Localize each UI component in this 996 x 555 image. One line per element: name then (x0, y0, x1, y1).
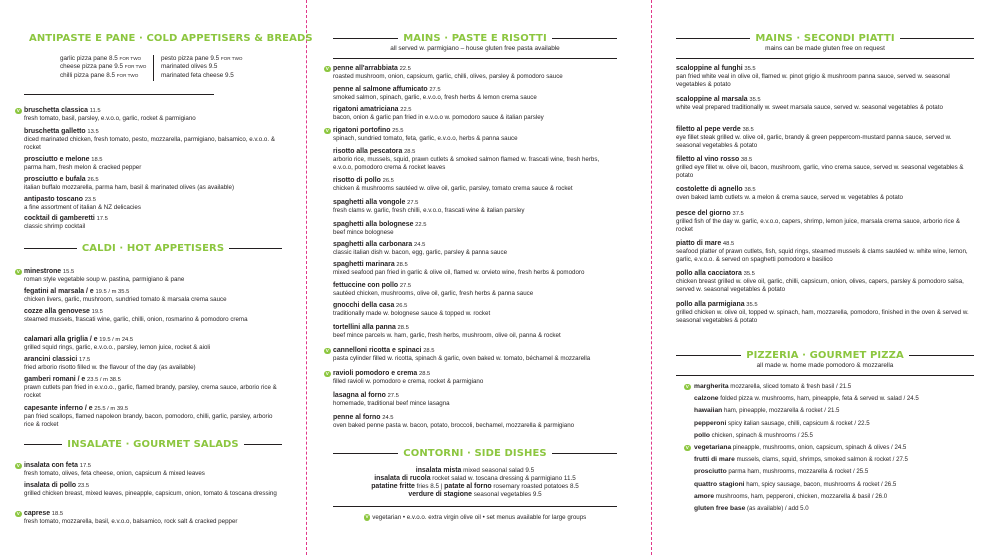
menu-item (333, 148, 617, 171)
pizza-item (694, 493, 974, 500)
pizza-name: amore (694, 492, 715, 500)
menu-item-price: 38.5 (740, 157, 753, 163)
menu-item-name: pollo alla cacciatora (676, 270, 742, 277)
menu-item (676, 126, 974, 149)
menu-item-price: 22.5 (415, 222, 427, 228)
pizza-detail: parma ham, mushrooms, mozzarella & rocket / 25.5 (726, 468, 869, 476)
pizzeria-subtitle-rule (676, 375, 974, 376)
menu-item-description: classic italian dish w. bacon, egg, garlic, parsley & panna sauce (333, 249, 508, 257)
pizza-detail: ham, pineapple, mozzarella & rocket / 21.5 (722, 407, 840, 415)
menu-item-price: 18.5 (91, 157, 103, 163)
column-paste (325, 0, 617, 555)
vegetarian-icon: V (325, 347, 329, 353)
menu-item-name: piatto di mare (676, 240, 722, 247)
menu-item-description: seafood platter of prawn cutlets, fish, squid rings, steamed mussels & clams sautéed w. white wine, lemon, garlic, e.v.o.o. & served on spaghetti pomodoro e basilico (676, 248, 968, 263)
menu-item (676, 96, 974, 112)
section-header-secondi (676, 31, 974, 45)
menu-item (676, 210, 974, 233)
side-dish-name: verdure di stagione (408, 491, 472, 498)
menu-item (676, 156, 974, 179)
vegetarian-icon: V (685, 444, 689, 450)
menu-item-name: penne all'arrabbiata (333, 65, 398, 72)
menu-item-description: roasted mushroom, onion, capsicum, garlic, chilli, olives, parsley & pomodoro sauce (333, 73, 563, 81)
menu-item-description: chicken & mushrooms sautéed w. olive oil, garlic, parsley, tomato crema sauce & rocket (333, 185, 573, 193)
menu-item-name: filetto al vino rosso (676, 156, 740, 163)
breads-separator (153, 55, 154, 81)
menu-item-description: grilled fish of the day w. garlic, e.v.o.o, capers, shrimp, lemon juice, marsala crema sauce, arborio rice & rocket (676, 218, 960, 233)
contorni-bottom-rule (333, 506, 617, 507)
pizza-item (694, 456, 974, 463)
breads-bottom-rule (24, 94, 214, 95)
pizza-name: frutti di mare (694, 456, 735, 464)
menu-item-description: grilled chicken breast, mixed leaves, pineapple, capsicum, onion, tomato & toscana dressing (24, 490, 277, 498)
menu-item-price: 27.5 (429, 87, 441, 93)
pizza-detail: chicken, spinach & mushrooms / 25.5 (709, 431, 813, 439)
side-dish-detail: mixed seasonal salad 9.5 (461, 467, 535, 474)
pizza-name: prosciutto (694, 468, 727, 476)
menu-item-price: 26.5 (382, 178, 394, 184)
vegetarian-icon: V (685, 383, 689, 389)
menu-item-price: 17.5 (96, 216, 108, 222)
menu-item (333, 324, 617, 340)
menu-item-name: pollo alla parmigiana (676, 301, 745, 308)
section-title-contorni: CONTORNI · SIDE DISHES (403, 447, 547, 459)
side-dish-detail: fries 8.5 | (414, 483, 445, 490)
menu-item (24, 356, 282, 372)
section-header-contorni (333, 446, 617, 460)
menu-item (333, 302, 617, 318)
menu-item (333, 282, 617, 298)
menu-item-name: cocktail di gamberetti (24, 215, 95, 222)
menu-item (333, 199, 617, 215)
menu-item-description: white veal prepared traditionally w. sweet marsala sauce, served w. seasonal vegetables & potato (676, 104, 943, 112)
menu-item-name: spaghetti alla vongole (333, 199, 406, 206)
menu-item-name: penne al salmone affumicato (333, 86, 428, 93)
menu-item-description: prawn cutlets pan fried in e.v.o.o., garlic, flamed brandy, parsley, crema sauce, arborio rice & rocket (24, 384, 277, 399)
menu-item-name: calamari alla griglia / e (24, 336, 98, 343)
bread-item: pesto pizza pane 9.5 FOR TWO (161, 55, 243, 62)
pizza-name: quattro stagioni (694, 480, 745, 488)
menu-item-price: 17.5 (78, 357, 91, 363)
pizza-item (685, 383, 974, 390)
menu-item-price: 35.5 (743, 271, 755, 277)
menu-item-name: risotto alla pescatora (333, 148, 403, 155)
menu-item-name: caprese (24, 510, 51, 517)
section-header-pizzeria (676, 348, 974, 362)
menu-item-name: minestrone (24, 268, 62, 275)
menu-item-price: 19.5 (91, 309, 103, 315)
menu-item-description: bacon, onion & garlic pan fried in e.v.o.o w. pomodoro sauce & italian parsley (333, 114, 544, 122)
menu-item-description: beef mince bolognese (333, 229, 394, 237)
menu-item-name: fegatini al marsala / e (24, 288, 94, 295)
menu-footer (333, 514, 617, 521)
section-title-pizzeria: PIZZERIA · GOURMET PIZZA (746, 349, 904, 361)
menu-item (24, 176, 282, 192)
menu-item-description: chicken livers, garlic, mushroom, sundried tomato & marsala crema sauce (24, 296, 227, 304)
menu-item (333, 86, 617, 102)
menu-item-name: lasagna al forno (333, 392, 386, 399)
menu-item-price: 28.5 (404, 149, 416, 155)
side-dish-name: insalata mista (415, 467, 462, 474)
menu-item-description: pasta cylinder filled w. ricotta, spinach & garlic, oven baked w. tomato, béchamel & mozzarella (333, 355, 591, 363)
menu-item-price: 19.5 / m 24.5 (99, 337, 134, 343)
menu-item-description: oven baked penne pasta w. bacon, potato, broccoli, bechamel, mozzarella & parmigiano (333, 422, 575, 430)
menu-item (16, 462, 282, 478)
menu-item-description: beef mince parcels w. ham, garlic, fresh herbs, mushroom, olive oil, panna & rocket (333, 332, 561, 340)
menu-item-price: 23.5 / m 38.5 (87, 377, 121, 383)
menu-item-description: fried arborio risotto filled w. the flavour of the day (as available) (24, 364, 196, 372)
menu-item-description: spinach, sundried tomato, feta, garlic, e.v.o.o, herbs & panna sauce (333, 135, 518, 143)
menu-item (333, 261, 617, 277)
menu-item (325, 370, 617, 386)
menu-item-name: capesante inferno / e (24, 405, 93, 412)
menu-item (676, 301, 974, 324)
pizza-detail: (as available) / add 5.0 (745, 505, 809, 512)
menu-item-price: 24.5 (382, 415, 394, 421)
menu-item (676, 240, 974, 263)
menu-item (16, 107, 282, 123)
section-title-paste: MAINS · PASTE E RISOTTI (403, 32, 547, 44)
menu-item-name: scaloppine al marsala (676, 96, 748, 103)
menu-item-description: smoked salmon, spinach, garlic, e.v.o.o, fresh herbs & lemon crema sauce (333, 94, 537, 102)
menu-item-description: traditionally made w. bolognese sauce & topped w. rocket (333, 310, 491, 318)
menu-item-price: 27.5 (407, 200, 419, 206)
menu-item-description: fresh clams w. garlic, fresh chilli, e.v.o.o, frascati wine & italian parsley (333, 207, 525, 215)
menu-item-price: 48.5 (722, 241, 735, 247)
pizza-item (694, 505, 974, 512)
side-dish-line (333, 483, 617, 491)
menu-item-description: chicken breast grilled w. olive oil, garlic, chilli, capsicum, onion, olives, capers, parsley & pomodoro salsa, served w. seasonal vegetables & potato (676, 278, 964, 293)
menu-item-name: prosciutto e melone (24, 156, 90, 163)
menu-item-name: insalata con feta (24, 462, 78, 469)
column-divider-right (651, 0, 652, 555)
pizza-detail: mussels, clams, squid, shrimps, smoked salmon & rocket / 27.5 (734, 456, 908, 464)
pizza-item (685, 444, 974, 451)
menu-item-name: antipasto toscano (24, 196, 83, 203)
menu-item-description: italian buffalo mozzarella, parma ham, basil & marinated olives (as available) (24, 184, 235, 192)
menu-item-name: risotto di pollo (333, 177, 381, 184)
menu-item-price: 28.5 (418, 371, 431, 377)
vegetarian-icon: V (325, 370, 329, 376)
menu-item-name: costolette di agnello (676, 186, 743, 193)
menu-item-description: roman style vegetable soup w. pastina, parmigiano & pane (24, 276, 185, 284)
menu-item-price: 22.5 (399, 66, 411, 72)
section-header-antipaste (24, 31, 313, 45)
bread-item: chilli pizza pane 8.5 FOR TWO (60, 71, 139, 79)
menu-item (325, 65, 617, 81)
menu-item (325, 347, 617, 363)
menu-item (24, 336, 282, 352)
column-appetisers (16, 0, 313, 555)
menu-item (333, 392, 617, 408)
menu-item-description: pan fried scallops, flamed napoleon brandy, bacon, pomodoro, chilli, garlic, parsley, arborio rice & rocket (24, 413, 273, 428)
menu-item (24, 196, 282, 212)
menu-item-description: pan fried white veal in olive oil, flamed w. pinot grigio & mushroom panna sauce, served w. seasonal vegetables & potato (676, 73, 950, 88)
pizza-detail: ham, spicy sausage, bacon, mushrooms & rocket / 26.5 (744, 480, 897, 488)
menu-item-name: spaghetti marinara (333, 261, 395, 268)
menu-item-name: fettuccine con pollo (333, 282, 399, 289)
menu-item (676, 186, 974, 202)
paste-subtitle: all served w. parmigiano – house gluten free pasta available (390, 45, 560, 52)
pizza-detail: folded pizza w. mushrooms, ham, pineapple, feta & served w. salad / 24.5 (718, 395, 919, 403)
menu-item-description: grilled eye fillet w. olive oil, bacon, mushroom, garlic, vino crema sauce, served w. seasonal vegetables & potato (676, 164, 964, 179)
column-secondi (676, 0, 974, 555)
menu-item (676, 65, 974, 88)
menu-item-name: spaghetti alla carbonara (333, 241, 413, 248)
menu-item-name: insalata di pollo (24, 482, 77, 489)
menu-item (333, 106, 617, 122)
menu-item-description: classic shrimp cocktail (24, 223, 86, 231)
menu-item-name: spaghetti alla bolognese (333, 221, 414, 228)
menu-item (325, 127, 617, 143)
menu-item-description: fresh tomato, basil, parsley, e.v.o.o, garlic, rocket & parmigiano (24, 115, 196, 123)
pizzeria-subtitle: all made w. home made pomodoro & mozzarella (756, 362, 894, 369)
section-title-antipaste: ANTIPASTE E PANE · COLD APPETISERS & BREADS (29, 32, 313, 44)
menu-item (24, 288, 282, 304)
vegetarian-icon: V (16, 462, 20, 468)
bread-item: marinated olives 9.5 (161, 63, 218, 71)
menu-item (24, 128, 282, 151)
section-header-paste (333, 31, 617, 45)
menu-item-description: sautéed chicken, mushrooms, olive oil, garlic, fresh herbs & panna sauce (333, 290, 534, 298)
vegetarian-icon: V (365, 514, 369, 520)
side-dish-name: insalata di rucola (374, 475, 431, 482)
menu-item-name: gamberi romani / e (24, 376, 86, 383)
menu-item-description: fresh tomato, mozzarella, basil, e.v.o.o, balsamico, rock salt & cracked pepper (24, 518, 238, 526)
menu-item (24, 156, 282, 172)
menu-item-description: a fine assortment of italian & NZ delicacies (24, 204, 141, 212)
side-dish-detail: rocket salad w. toscana dressing & parmigiano 11.5 (430, 475, 576, 482)
vegetarian-icon: V (16, 107, 20, 113)
footer-text: vegetarian • e.v.o.o. extra virgin olive oil • set menus available for large groups (372, 514, 587, 521)
menu-item-description: steamed mussels, frascati wine, garlic, chilli, onion, rosmarino & pomodoro crema (24, 316, 248, 324)
vegetarian-icon: V (325, 65, 329, 71)
menu-item-price: 15.5 (62, 269, 75, 275)
menu-item-name: bruschetta classica (24, 107, 88, 114)
side-dish-name: patate al forno (444, 483, 492, 490)
menu-item-price: 27.5 (387, 393, 399, 399)
menu-item-name: rigatoni portofino (333, 127, 391, 134)
menu-item (24, 308, 282, 324)
menu-item-price: 23.5 (84, 197, 96, 203)
side-dish-line (333, 491, 617, 499)
secondi-subtitle-rule (676, 58, 974, 59)
section-header-caldi (24, 241, 282, 255)
menu-item-price: 13.5 (87, 129, 99, 135)
menu-item (24, 376, 282, 399)
menu-item-price: 25.5 (392, 128, 404, 134)
menu-item-price: 11.5 (89, 108, 101, 114)
menu-item-description: grilled squid rings, garlic, e.v.o.o., parsley, lemon juice, rocket & aioli (24, 344, 211, 352)
menu-item-description: mixed seafood pan fried in garlic & olive oil, flamed w. orvieto wine, fresh herbs & pomodoro (333, 269, 585, 277)
pizza-name: calzone (694, 395, 719, 403)
side-dish-line (333, 467, 617, 475)
menu-item (333, 241, 617, 257)
menu-item-description: filled ravioli w. pomodoro e crema, rocket & parmigiano (333, 378, 484, 386)
pizza-name: pollo (694, 431, 710, 439)
pizza-name: gluten free base (694, 505, 746, 512)
menu-item-description: parma ham, fresh melon & cracked pepper (24, 164, 142, 172)
menu-item-name: scaloppine al funghi (676, 65, 743, 72)
menu-item-price: 28.5 (396, 262, 408, 268)
side-dish-detail: seasonal vegetables 9.5 (471, 491, 542, 498)
vegetarian-icon: V (16, 510, 20, 516)
section-title-caldi: CALDI · HOT APPETISERS (81, 242, 225, 254)
section-title-insalate: INSALATE · GOURMET SALADS (67, 438, 239, 450)
menu-item-description: homemade, traditional beef mince lasagna (333, 400, 450, 408)
menu-item-description: oven baked lamb cutlets w. a melon & crema sauce, served w. vegetables & potato (676, 194, 903, 202)
pizza-detail: spicy italian sausage, chilli, capsicum & rocket / 22.5 (726, 419, 870, 427)
menu-item (333, 414, 617, 430)
menu-item-price: 22.5 (400, 107, 412, 113)
pizza-item (694, 395, 974, 402)
menu-item-price: 18.5 (51, 511, 64, 517)
side-dish-detail: rosemary roasted potatoes 8.5 (491, 483, 579, 490)
pizza-item (694, 481, 974, 488)
pizza-item (694, 468, 974, 475)
menu-item-price: 27.5 (399, 283, 412, 289)
pizza-item (694, 420, 974, 427)
menu-item (333, 177, 617, 193)
menu-item-name: gnocchi della casa (333, 302, 395, 309)
menu-item-name: prosciutto e bufala (24, 176, 86, 183)
menu-item-name: cannelloni ricotta e spinaci (333, 347, 422, 354)
menu-item-price: 24.5 (414, 242, 426, 248)
pizza-detail: mozzarella, sliced tomato & fresh basil / 21.5 (728, 383, 852, 390)
pizza-detail: mushrooms, ham, pepperoni, chicken, mozzarella & basil / 26.0 (714, 492, 888, 500)
pizza-name: vegetariana (694, 444, 732, 451)
bread-item: cheese pizza pane 9.5 FOR TWO (60, 63, 147, 71)
bread-item: marinated feta cheese 9.5 (161, 71, 234, 79)
pizza-item (694, 407, 974, 414)
breads-list-right (161, 55, 242, 80)
column-divider-left (306, 0, 307, 555)
menu-item-name: tortellini alla panna (333, 324, 396, 331)
menu-item (24, 215, 282, 231)
menu-item-price: 25.5 / m 39.5 (94, 406, 129, 412)
menu-item-name: rigatoni amatriciana (333, 106, 399, 113)
menu-item-name: bruschetta galletto (24, 128, 86, 135)
pizza-name: margherita (694, 383, 729, 390)
menu-item-name: arancini classici (24, 356, 78, 363)
menu-item-price: 35.5 (749, 97, 761, 103)
secondi-subtitle: mains can be made gluten free on request (765, 45, 885, 52)
menu-item-name: penne al forno (333, 414, 381, 421)
paste-subtitle-rule (333, 58, 617, 59)
menu-item-price: 38.5 (742, 127, 754, 133)
menu-item (676, 270, 974, 293)
menu-item-name: filetto al pepe verde (676, 126, 741, 133)
menu-item-price: 19.5 / m 35.5 (95, 289, 130, 295)
pizza-name: pepperoni (694, 419, 727, 427)
menu-item-price: 26.5 (87, 177, 99, 183)
menu-item-price: 37.5 (732, 211, 744, 217)
menu-item (16, 510, 282, 526)
vegetarian-icon: V (325, 127, 329, 133)
side-dish-line (333, 475, 617, 483)
pizza-name: hawaiian (694, 407, 723, 415)
menu-item-price: 28.5 (423, 348, 435, 354)
menu-item-description: grilled chicken w. olive oil, topped w. spinach, ham, mozzarella, pomodoro, finished in the oven & served w. seasonal vegetables & potato (676, 309, 969, 324)
side-dish-name: patatine fritte (371, 483, 415, 490)
section-title-secondi: MAINS · SECONDI PIATTI (755, 32, 895, 44)
menu-item-description: diced marinated chicken, fresh tomato, pesto, mozzarella, parmigiano, balsamico, e.v.o.o. & rocket (24, 136, 275, 151)
menu-item (333, 221, 617, 237)
pizza-detail: pineapple, mushrooms, onion, capsicum, spinach & olives / 24.5 (731, 444, 907, 451)
menu-item-price: 17.5 (79, 463, 92, 469)
pizza-item (694, 432, 974, 439)
menu-item-description: arborio rice, mussels, squid, prawn cutlets & smoked salmon flamed w. frascati wine, fresh herbs, e.v.o.o, pomodoro crema & rocket leaves (333, 156, 600, 171)
menu-item (24, 482, 282, 498)
breads-list-left (60, 55, 146, 80)
menu-item-price: 35.5 (744, 66, 756, 72)
menu-item (24, 405, 282, 428)
menu-item-description: fresh tomato, olives, feta cheese, onion, capsicum & mixed leaves (24, 470, 205, 478)
menu-item-price: 38.5 (744, 187, 756, 193)
menu-item-name: pesce del giorno (676, 210, 731, 217)
bread-item: garlic pizza pane 8.5 FOR TWO (60, 55, 142, 62)
menu-item-name: ravioli pomodoro e crema (333, 370, 418, 377)
menu-item (16, 268, 282, 284)
menu-item-price: 28.5 (397, 325, 409, 331)
menu-item-price: 26.5 (396, 303, 408, 309)
vegetarian-icon: V (16, 268, 20, 274)
menu-item-price: 35.5 (746, 302, 758, 308)
menu-item-description: eye fillet steak grilled w. olive oil, garlic, brandy & green peppercorn-mustard panna sauce, served w. seasonal vegetables & potato (676, 134, 952, 149)
section-header-insalate (24, 437, 282, 451)
menu-item-price: 23.5 (77, 483, 90, 489)
menu-item-name: cozze alla genovese (24, 308, 90, 315)
